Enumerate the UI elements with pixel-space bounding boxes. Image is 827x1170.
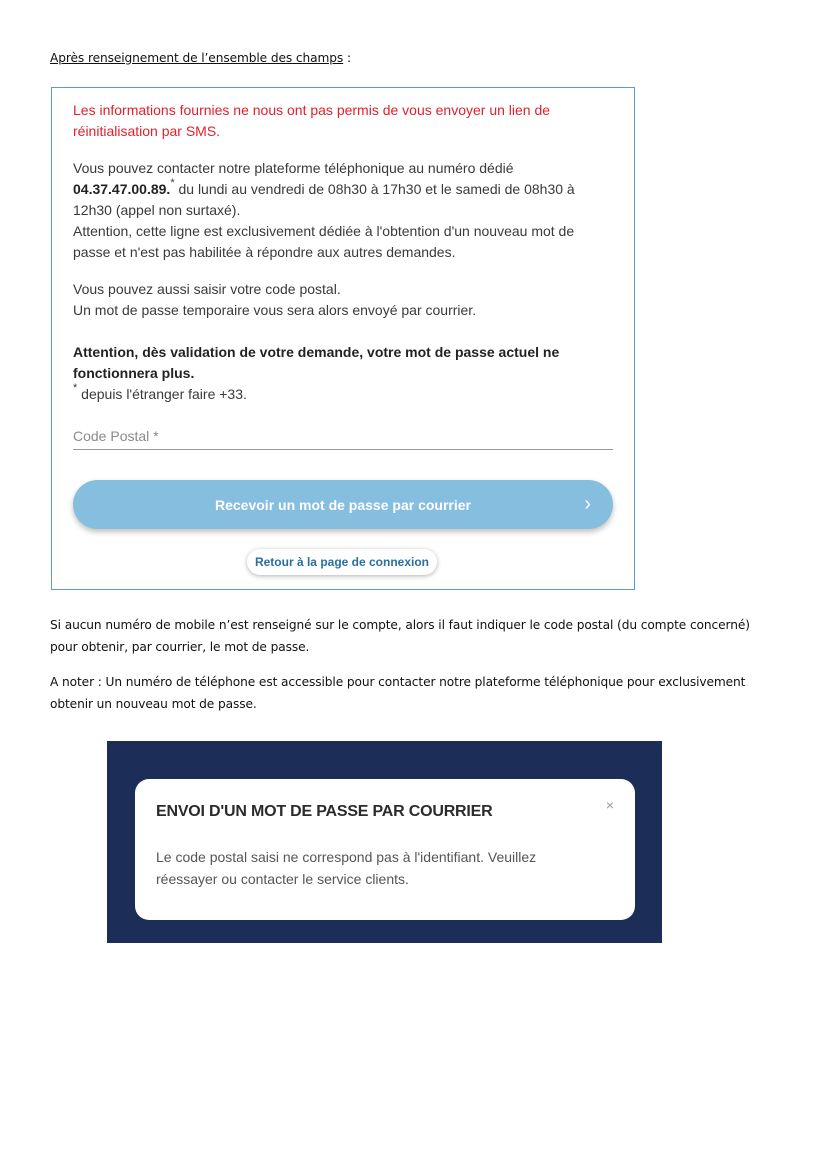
panel-content (73, 100, 593, 405)
modal-screenshot (107, 741, 662, 943)
warning-block (73, 342, 593, 405)
footnote-star: * (73, 382, 78, 395)
intro-heading (50, 51, 351, 65)
receive-password-label: Recevoir un mot de passe par courrier (215, 496, 471, 513)
sms-reset-panel (51, 87, 635, 590)
modal-dialog (135, 779, 635, 920)
postal-info (73, 279, 593, 321)
postal-info-line-1: Vous pouvez aussi saisir votre code postal. (73, 281, 341, 297)
close-icon[interactable]: × (605, 797, 614, 813)
paragraph-postal-code: Si aucun numéro de mobile n’est renseigné sur le compte, alors il faut indiquer le code postal (du compte concerné) pour obtenir, par courrier, le mot de passe. (50, 618, 750, 654)
postal-code-underline (73, 449, 613, 450)
paragraph-phone-note: A noter : Un numéro de téléphone est accessible pour contacter notre plateforme téléphonique pour exclusivement obtenir un nouveau mot de passe. (50, 675, 746, 711)
phone-info-line-2: du lundi au vendredi de 08h30 à 17h30 et le samedi de 08h30 à 12h30 (appel non surtaxé). (73, 181, 575, 218)
warning-text: Attention, dès validation de votre demande, votre mot de passe actuel ne fonctionnera plus. (73, 344, 560, 381)
postal-info-line-2: Un mot de passe temporaire vous sera alors envoyé par courrier. (73, 302, 477, 318)
phone-info-line-1: Vous pouvez contacter notre plateforme téléphonique au numéro dédié (73, 160, 514, 176)
phone-footnote-star: * (170, 177, 175, 190)
modal-message: Le code postal saisi ne correspond pas à l'identifiant. Veuillez réessayer ou contacter le service clients. (156, 849, 537, 887)
receive-password-button[interactable] (73, 480, 613, 529)
phone-info-line-3: Attention, cette ligne est exclusivement dédiée à l'obtention d'un nouveau mot de passe et n'est pas habilitée à répondre aux autres demandes. (73, 223, 575, 260)
footnote-text: depuis l'étranger faire +33. (77, 386, 247, 402)
intro-suffix: : (343, 51, 351, 65)
modal-title: ENVOI D'UN MOT DE PASSE PAR COURRIER (156, 803, 493, 820)
phone-number: 04.37.47.00.89. (73, 181, 171, 197)
error-message: Les informations fournies ne nous ont pas permis de vous envoyer un lien de réinitialisation par SMS. (73, 102, 551, 139)
postal-code-input[interactable]: Code Postal * (73, 428, 159, 444)
intro-text: Après renseignement de l’ensemble des champs (50, 51, 344, 65)
phone-info (73, 158, 593, 263)
chevron-right-icon: › (584, 493, 591, 515)
back-to-login-button[interactable]: Retour à la page de connexion (247, 549, 437, 575)
